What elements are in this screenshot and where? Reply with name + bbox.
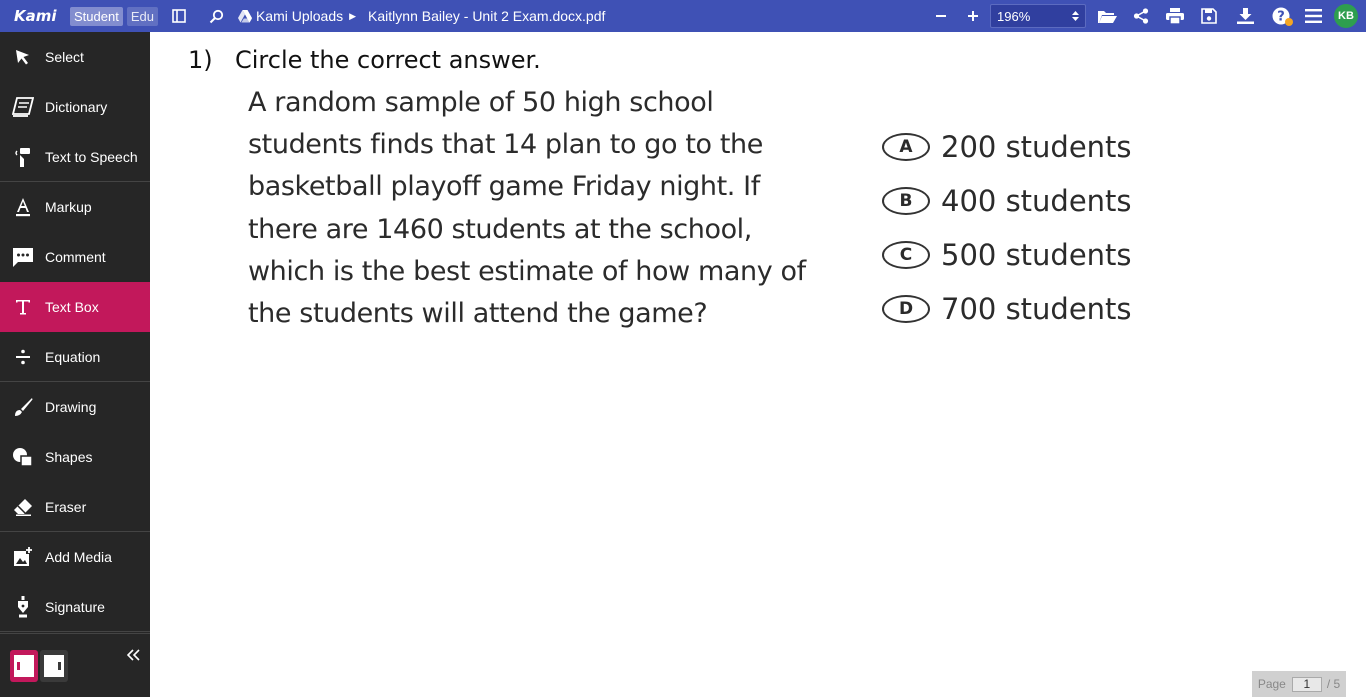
question-line: the students will attend the game? xyxy=(248,297,708,329)
book-icon xyxy=(0,97,45,117)
updown-arrows-icon xyxy=(1072,9,1079,24)
pen-nib-icon xyxy=(0,596,45,618)
question-line: basketball playoff game Friday night. If xyxy=(248,171,760,203)
page-total: / 5 xyxy=(1326,677,1341,691)
tool-eraser[interactable] xyxy=(0,482,150,532)
answer-text: 700 students xyxy=(941,292,1132,326)
tool-markup[interactable] xyxy=(0,182,150,232)
question-text xyxy=(248,82,868,335)
answer-text: 200 students xyxy=(941,130,1132,164)
cursor-icon xyxy=(0,49,45,65)
chevron-right-icon: ▶ xyxy=(349,10,357,21)
question-line: there are 1460 students at the school, xyxy=(248,213,752,245)
svg-text:?: ? xyxy=(1277,9,1285,25)
shapes-icon xyxy=(0,447,45,467)
question-number: 1) xyxy=(188,46,213,74)
tool-label: Text Box xyxy=(45,299,99,315)
speaker-icon xyxy=(0,147,45,167)
add-image-icon xyxy=(0,547,45,567)
google-drive-icon xyxy=(234,0,256,32)
sidebar-toggle-icon[interactable] xyxy=(164,0,194,32)
page-number-input[interactable]: 1 xyxy=(1292,677,1322,692)
search-icon[interactable] xyxy=(202,0,232,32)
breadcrumb-folder[interactable]: Kami Uploads xyxy=(255,8,344,24)
tool-sidebar xyxy=(0,32,150,697)
notification-dot xyxy=(1285,18,1293,26)
layout-right-icon[interactable] xyxy=(40,650,68,682)
question-line: students finds that 14 plan to go to the xyxy=(248,129,763,161)
zoom-select[interactable] xyxy=(990,4,1086,28)
tool-label: Equation xyxy=(45,349,101,365)
question-instruction: Circle the correct answer. xyxy=(235,46,541,74)
question-line: which is the best estimate of how many of xyxy=(248,255,806,287)
tool-drawing[interactable] xyxy=(0,382,150,432)
top-toolbar xyxy=(0,0,1366,32)
kami-logo[interactable]: Kami xyxy=(14,7,57,25)
highlighter-icon xyxy=(0,197,45,217)
document-viewer[interactable] xyxy=(150,32,1366,697)
sidebar-footer xyxy=(0,633,150,697)
tool-equation[interactable] xyxy=(0,332,150,382)
open-folder-icon[interactable] xyxy=(1090,0,1124,32)
answer-text: 400 students xyxy=(941,184,1132,218)
tool-label: Drawing xyxy=(45,399,97,415)
tool-add-media[interactable] xyxy=(0,532,150,582)
role-edu-tab[interactable]: Edu xyxy=(127,7,158,26)
tool-label: Add Media xyxy=(45,549,112,565)
comment-icon xyxy=(0,247,45,267)
eraser-icon xyxy=(0,498,45,516)
answer-letter: A xyxy=(882,133,930,161)
zoom-out-icon[interactable] xyxy=(926,0,956,32)
tool-label: Select xyxy=(45,49,84,65)
download-icon[interactable] xyxy=(1226,0,1264,32)
user-avatar[interactable]: KB xyxy=(1334,4,1358,28)
answer-choice-a xyxy=(882,120,1132,174)
share-icon[interactable] xyxy=(1124,0,1158,32)
tool-label: Markup xyxy=(45,199,92,215)
tool-text-box[interactable] xyxy=(0,282,150,332)
help-icon[interactable] xyxy=(1264,0,1298,32)
tool-label: Comment xyxy=(45,249,106,265)
tool-text-to-speech[interactable] xyxy=(0,132,150,182)
question-line: A random sample of 50 high school xyxy=(248,87,714,118)
tool-shapes[interactable] xyxy=(0,432,150,482)
brush-icon xyxy=(0,397,45,417)
collapse-sidebar-icon[interactable] xyxy=(127,648,141,666)
tool-label: Dictionary xyxy=(45,99,108,115)
layout-left-icon[interactable] xyxy=(10,650,38,682)
breadcrumb-filename[interactable]: Kaitlynn Bailey - Unit 2 Exam.docx.pdf xyxy=(368,8,606,24)
tool-label: Text to Speech xyxy=(45,149,138,165)
zoom-value: 196% xyxy=(997,8,1031,24)
answer-letter: C xyxy=(882,241,930,269)
tool-label: Signature xyxy=(45,599,105,615)
answer-letter: B xyxy=(882,187,930,215)
answer-letter: D xyxy=(882,295,930,323)
zoom-in-icon[interactable] xyxy=(958,0,988,32)
tool-comment[interactable] xyxy=(0,232,150,282)
divide-icon xyxy=(0,349,45,365)
answer-choice-b xyxy=(882,174,1132,228)
page-label: Page xyxy=(1257,677,1286,691)
page-indicator xyxy=(1252,671,1346,697)
print-icon[interactable] xyxy=(1158,0,1192,32)
answer-text: 500 students xyxy=(941,238,1132,272)
answer-choice-c xyxy=(882,228,1132,282)
tool-signature[interactable] xyxy=(0,582,150,632)
role-student-tab[interactable]: Student xyxy=(70,7,123,26)
tool-label: Eraser xyxy=(45,499,87,515)
menu-icon[interactable] xyxy=(1298,0,1328,32)
tool-label: Shapes xyxy=(45,449,93,465)
text-icon xyxy=(0,299,45,315)
answer-choices xyxy=(882,120,1132,336)
answer-choice-d xyxy=(882,282,1132,336)
tool-dictionary[interactable] xyxy=(0,82,150,132)
save-icon[interactable] xyxy=(1192,0,1226,32)
tool-select[interactable] xyxy=(0,32,150,82)
